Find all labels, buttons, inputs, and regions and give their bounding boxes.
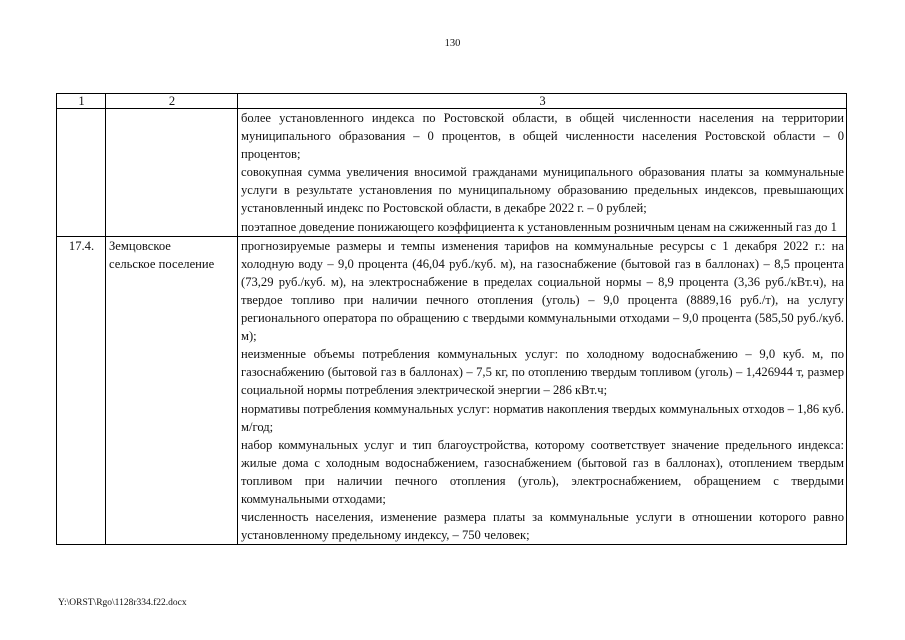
row-name-cell bbox=[106, 109, 238, 237]
municipality-name-line: Земцовское bbox=[109, 238, 171, 253]
header-cell-1: 1 bbox=[57, 94, 106, 109]
paragraph: нормативы потребления коммунальных услуг: норматив накопления твердых коммунальных отходов – 1,86 куб. м/год; bbox=[241, 401, 844, 434]
row-content-cell bbox=[238, 236, 847, 545]
header-cell-3: 3 bbox=[238, 94, 847, 109]
paragraph: неизменные объемы потребления коммунальных услуг: по холодному водоснабжению – 9,0 куб. м, по газоснабжению (бытовой газ в баллонах) – 7,5 кг, по отоплению твердым топливом (уголь) – 1,426944 т, размер социальной нормы потребления электрической энергии – 286 кВт.ч; bbox=[241, 347, 844, 398]
municipality-name-line: сельское поселение bbox=[109, 256, 215, 271]
paragraph: более установленного индекса по Ростовской области, в общей численности населения на территории муниципального образования – 0 процентов, в общей численности населения Ростовской области – 0 процентов; bbox=[241, 111, 844, 162]
table-row bbox=[57, 109, 847, 237]
paragraph: совокупная сумма увеличения вносимой гражданами муниципального образования платы за коммунальные услуги в результате установления по муниципальному образованию предельных индексов, превышающих установленный индекс по Ростовской области, в декабре 2022 г. – 0 рублей; bbox=[241, 165, 844, 216]
table-row bbox=[57, 236, 847, 545]
row-content-cell bbox=[238, 109, 847, 237]
paragraph: набор коммунальных услуг и тип благоустройства, которому соответствует значение предельного индекса: жилые дома с холодным водоснабжением, газоснабжением (бытовой газ в баллонах), отоплением твердым топливом при наличии печного отопления (уголь), электроснабжением, обращением с твердыми коммунальными отходами; bbox=[241, 437, 844, 506]
row-name-cell bbox=[106, 236, 238, 545]
paragraph: прогнозируемые размеры и темпы изменения тарифов на коммунальные ресурсы с 1 декабря 2022 г.: на холодную воду – 9,0 процента (46,04 руб./куб. м), на газоснабжение (бытовой газ в баллонах) – 8,5 процента (73,29 руб./куб. м), на электроснабжение в пределах социальной нормы – 8,9 процента (3,36 руб./кВт.ч), на твердое топливо при наличии печного отопления (уголь) – 9,0 процента (8889,16 руб./т), на услугу регионального оператора по обращению с твердыми коммунальными отходами – 9,0 процента (585,50 руб./куб. м); bbox=[241, 238, 844, 344]
paragraph: численность населения, изменение размера платы за коммунальные услуги в отношении которого равно установленному предельному индексу, – 750 человек; bbox=[241, 510, 844, 543]
row-number-cell bbox=[57, 109, 106, 237]
paragraph: поэтапное доведение понижающего коэффициента к установленным розничным ценам на сжиженный газ до 1 bbox=[241, 219, 837, 234]
page-number: 130 bbox=[444, 38, 461, 49]
document-table bbox=[56, 93, 847, 545]
file-path-footer: Y:\ORST\Rgo\1128r334.f22.docx bbox=[58, 598, 187, 608]
table-header-row bbox=[57, 94, 847, 109]
row-number-cell: 17.4. bbox=[57, 236, 106, 545]
header-cell-2: 2 bbox=[106, 94, 238, 109]
